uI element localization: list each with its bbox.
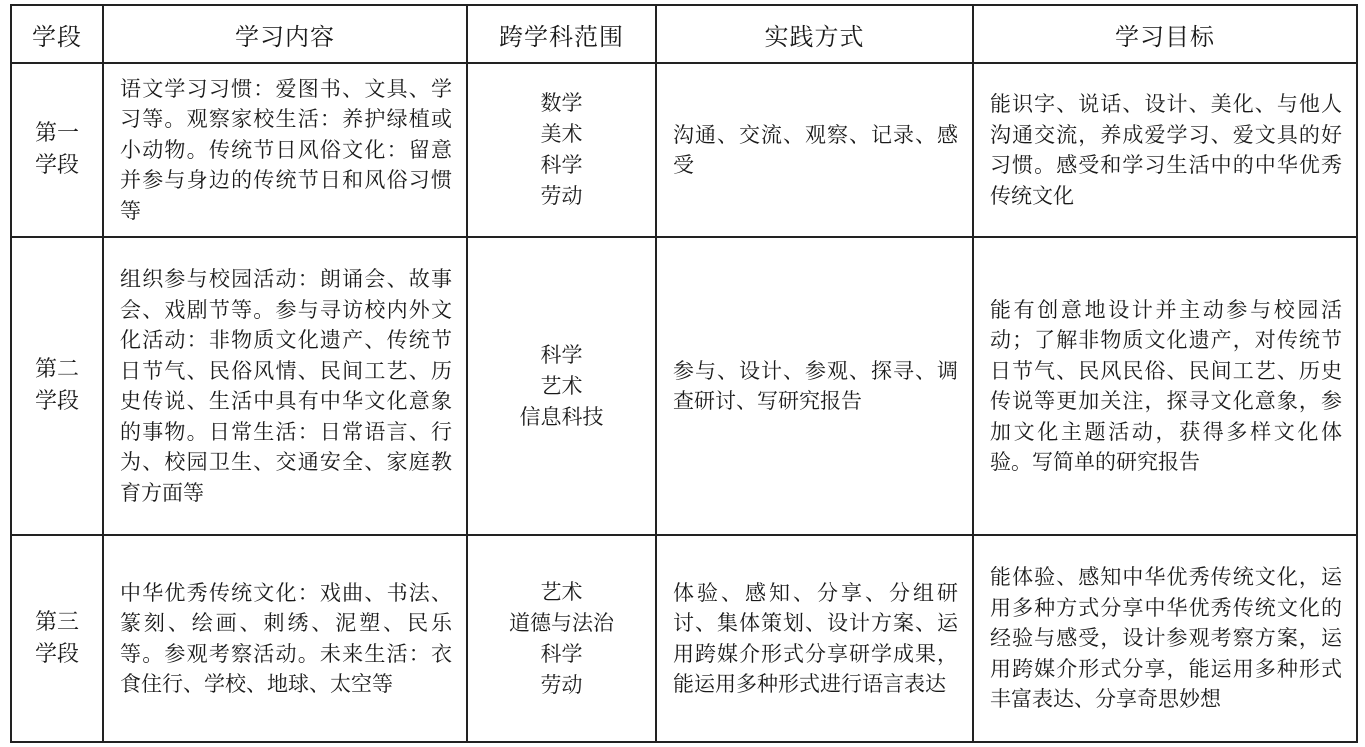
content-text: 语文学习习惯：爱图书、文具、学习等。观察家校生活：养护绿植或小动物。传统节日风俗文化：留意并参与身边的传统节日和风俗习惯等	[120, 76, 452, 223]
stage-label-line1: 第三	[34, 609, 79, 635]
practice-text: 体验、感知、分享、分组研讨、集体策划、设计方案、运用跨媒介形式分享研学成果，能运用多种形式进行语言表达	[673, 580, 958, 696]
header-content: 学习内容	[104, 6, 468, 64]
subject-item: 道德与法治	[509, 610, 614, 635]
subject-item: 数学	[540, 91, 583, 115]
header-practice: 实践方式	[657, 6, 974, 64]
goal-cell	[974, 64, 1356, 238]
stage-cell	[12, 64, 104, 238]
header-scope: 跨学科范围	[468, 6, 657, 64]
goal-text: 能识字、说话、设计、美化、与他人沟通交流，养成爱学习、爱文具的好习惯。感受和学习生活中的中华优秀传统文化	[990, 92, 1342, 208]
subject-item: 信息科技	[519, 404, 604, 429]
subject-item: 劳动	[540, 672, 583, 697]
header-stage: 学段	[12, 6, 104, 64]
practice-cell	[657, 536, 974, 741]
subject-item: 科学	[540, 342, 583, 367]
subject-item: 科学	[540, 641, 583, 666]
stage-label-line2: 学段	[34, 641, 79, 667]
stage-label-line1: 第二	[34, 357, 79, 382]
subjects-cell	[468, 238, 657, 536]
goal-text: 能体验、感知中华优秀传统文化，运用多种方式分享中华优秀传统文化的经验与感受，设计参观考察方案，运用跨媒介形式分享，能运用多种形式丰富表达、分享奇思妙想	[990, 565, 1342, 712]
content-cell	[104, 64, 468, 238]
subjects-cell	[468, 64, 657, 238]
content-text: 中华优秀传统文化：戏曲、书法、篆刻、绘画、刺绣、泥塑、民乐等。参观考察活动。未来生活：衣食住行、学校、地球、太空等	[120, 580, 452, 696]
content-cell	[104, 536, 468, 741]
subject-item: 劳动	[540, 184, 583, 208]
header-goal: 学习目标	[974, 6, 1356, 64]
subject-item: 科学	[540, 153, 583, 177]
stage-cell	[12, 536, 104, 741]
content-cell	[104, 238, 468, 536]
stage-label-line2: 学段	[34, 389, 79, 414]
goal-cell	[974, 238, 1356, 536]
practice-cell	[657, 64, 974, 238]
practice-text: 参与、设计、参观、探寻、调查研讨、写研究报告	[673, 358, 958, 413]
goal-cell	[974, 536, 1356, 741]
practice-text: 沟通、交流、观察、记录、感受	[673, 122, 958, 177]
stage-label-line1: 第一	[34, 121, 79, 146]
stage-cell	[12, 238, 104, 536]
subject-item: 美术	[540, 122, 583, 146]
stage-label-line2: 学段	[34, 153, 79, 178]
goal-text: 能有创意地设计并主动参与校园活动；了解非物质文化遗产，对传统节日节气、民风民俗、民间工艺、历史传说等更加关注，探寻文化意象，参加文化主题活动，获得多样文化体验。写简单的研究报告	[990, 297, 1342, 474]
curriculum-table	[10, 4, 1358, 743]
subjects-cell	[468, 536, 657, 741]
subject-item: 艺术	[540, 373, 583, 398]
practice-cell	[657, 238, 974, 536]
content-text: 组织参与校园活动：朗诵会、故事会、戏剧节等。参与寻访校内外文化活动：非物质文化遗产、传统节日节气、民俗风情、民间工艺、历史传说、生活中具有中华文化意象的事物。日常生活：日常语言、行为、校园卫生、交通安全、家庭教育方面等	[120, 267, 452, 505]
subject-item: 艺术	[540, 579, 583, 604]
